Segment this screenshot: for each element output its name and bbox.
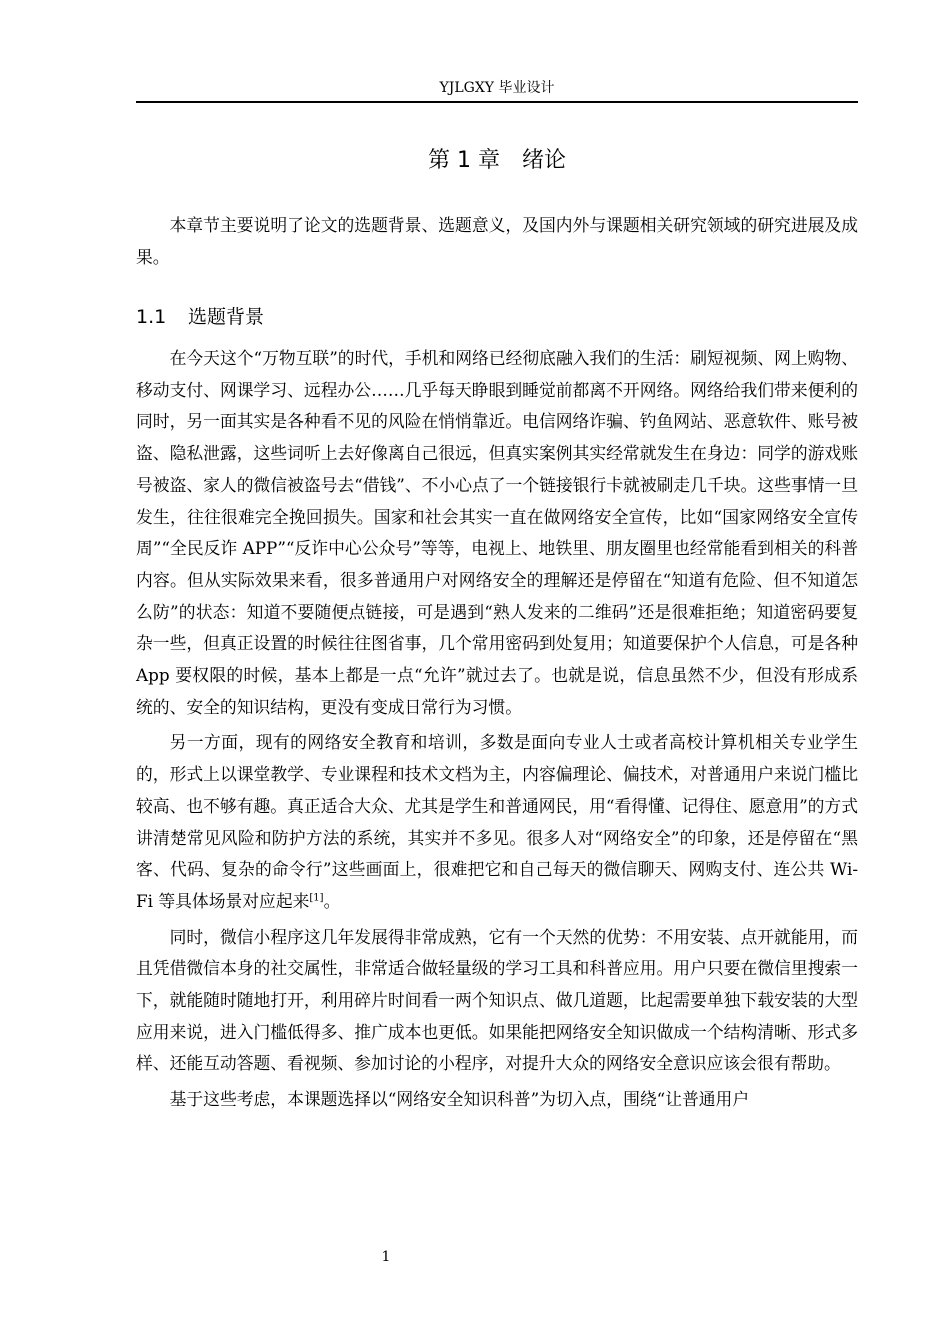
page-number: 1 <box>381 1249 391 1265</box>
intro-paragraph: 本章节主要说明了论文的选题背景、选题意义，及国内外与课题相关研究领域的研究进展及成果。 <box>136 215 858 267</box>
page-header: YJLGXY 毕业设计 <box>439 80 555 96</box>
section-body <box>136 343 858 1120</box>
chapter-intro <box>136 210 858 277</box>
chapter-title-text: 绪论 <box>521 148 566 173</box>
body-paragraph-4: 基于这些考虑，本课题选择以“网络安全知识科普”为切入点，围绕“让普通用户 <box>169 1089 750 1110</box>
section-number: 1.1 <box>136 306 167 328</box>
body-paragraph-2-text: 另一方面，现有的网络安全教育和培训，多数是面向专业人士或者高校计算机相关专业学生的，形式上以课堂教学、专业课程和技术文档为主，内容偏理论、偏技术，对普通用户来说门槛比较高、也不够有趣。真正适合大众、尤其是学生和普通网民，用“看得懂、记得住、愿意用”的方式讲清楚常见风险和防护方法的系统，其实并不多见。很多人对“网络安全”的印象，还是停留在“黑客、代码、复杂的命令行”这些画面上，很难把它和自己每天的微信聊天、网购支付、连公共 Wi-Fi 等具体场景对应起来 <box>136 732 858 911</box>
chapter-number: 第 1 章 <box>428 148 500 173</box>
body-paragraph-2-end: 。 <box>323 890 341 911</box>
header-rule <box>136 101 858 103</box>
chapter-title <box>136 144 858 178</box>
citation-ref[interactable]: [1] <box>309 892 324 904</box>
body-paragraph-2 <box>136 727 858 917</box>
body-paragraph-3: 同时，微信小程序这几年发展得非常成熟，它有一个天然的优势：不用安装、点开就能用，而且凭借微信本身的社交属性，非常适合做轻量级的学习工具和科普应用。用户只要在微信里搜索一下，就能随时随地打开，利用碎片时间看一两个知识点、做几道题，比起需要单独下载安装的大型应用来说，进入门槛低得多、推广成本也更低。如果能把网络安全知识做成一个结构清晰、形式多样、还能互动答题、看视频、参加讨论的小程序，对提升大众的网络安全意识应该会很有帮助。 <box>136 926 858 1074</box>
section-title: 选题背景 <box>188 306 265 328</box>
section-heading <box>136 302 858 332</box>
body-paragraph-1: 在今天这个“万物互联”的时代，手机和网络已经彻底融入我们的生活：刷短视频、网上购物、移动支付、网课学习、远程办公……几乎每天睁眼到睡觉前都离不开网络。网络给我们带来便利的同时，另一面其实是各种看不见的风险在悄悄靠近。电信网络诈骗、钓鱼网站、恶意软件、账号被盗、隐私泄露，这些词听上去好像离自己很远，但真实案例其实经常就发生在身边：同学的游戏账号被盗、家人的微信被盗号去“借钱”、不小心点了一个链接银行卡就被刷走几千块。这些事情一旦发生，往往很难完全挽回损失。国家和社会其实一直在做网络安全宣传，比如“国家网络安全宣传周”“全民反诈 APP”“反诈中心公众号”等等，电视上、地铁里、朋友圈里也经常能看到相关的科普内容。但从实际效果来看，很多普通用户对网络安全的理解还是停留在“知道有危险、但不知道怎么防”的状态：知道不要随便点链接，可是遇到“熟人发来的二维码”还是很难拒绝；知道密码要复杂一些，但真正设置的时候往往图省事，几个常用密码到处复用；知道要保护个人信息，可是各种 App 要权限的时候，基本上都是一点“允许”就过去了。也就是说，信息虽然不少，但没有形成系统的、安全的知识结构，更没有变成日常行为习惯。 <box>136 348 859 717</box>
